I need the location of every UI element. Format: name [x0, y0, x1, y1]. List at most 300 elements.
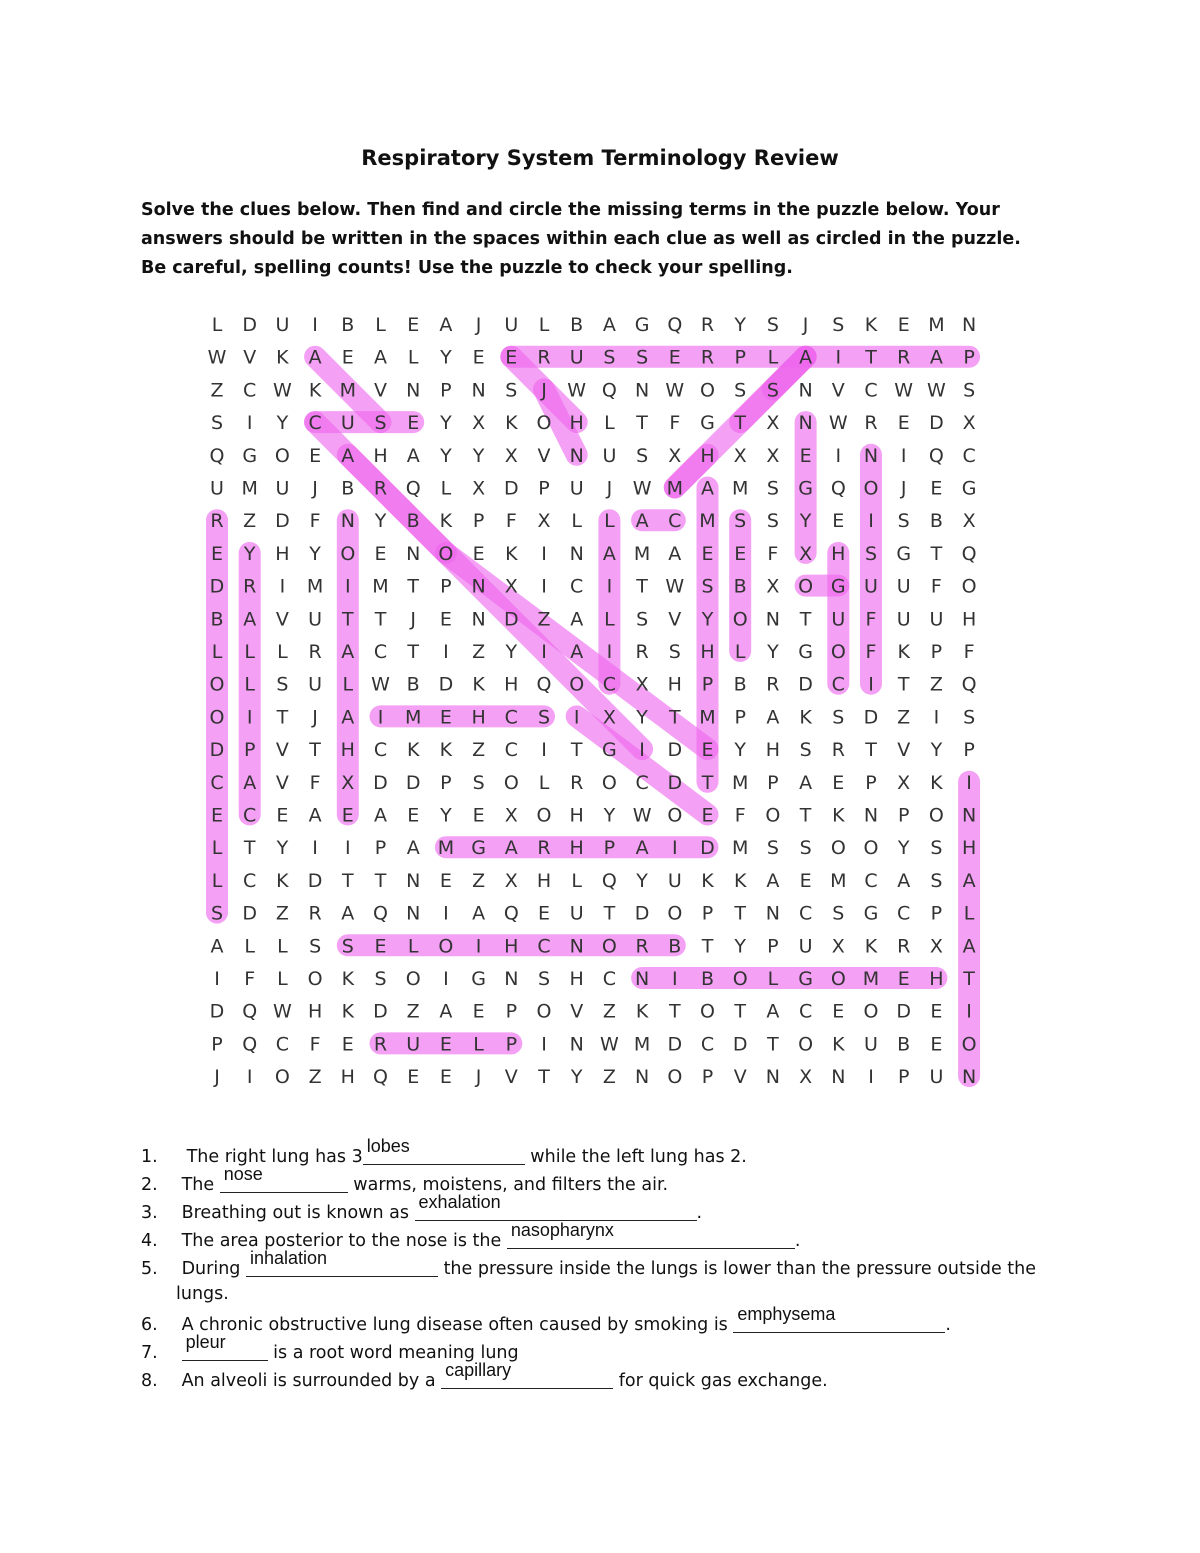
grid-letter[interactable]: E: [439, 608, 452, 631]
grid-letter[interactable]: T: [701, 771, 714, 794]
grid-letter[interactable]: O: [601, 771, 617, 794]
grid-letter[interactable]: P: [440, 379, 452, 402]
grid-letter[interactable]: D: [798, 673, 813, 696]
grid-letter[interactable]: T: [897, 673, 910, 696]
grid-letter[interactable]: V: [275, 739, 289, 762]
grid-letter[interactable]: K: [406, 739, 420, 762]
grid-letter[interactable]: C: [504, 706, 518, 729]
grid-letter[interactable]: L: [571, 510, 582, 533]
grid-letter[interactable]: A: [439, 314, 453, 336]
grid-letter[interactable]: L: [244, 935, 255, 958]
grid-letter[interactable]: Y: [472, 444, 485, 467]
grid-letter[interactable]: L: [440, 477, 452, 500]
grid-letter[interactable]: K: [341, 968, 355, 990]
grid-letter[interactable]: O: [536, 804, 552, 827]
grid-letter[interactable]: L: [211, 869, 223, 892]
grid-letter[interactable]: A: [635, 510, 649, 533]
grid-letter[interactable]: T: [570, 739, 583, 762]
grid-letter[interactable]: Z: [472, 739, 486, 762]
grid-letter[interactable]: K: [832, 804, 845, 827]
grid-letter[interactable]: U: [569, 902, 584, 925]
grid-letter[interactable]: Y: [897, 837, 910, 860]
grid-letter[interactable]: R: [243, 575, 257, 598]
grid-letter[interactable]: I: [246, 412, 253, 435]
grid-letter[interactable]: H: [569, 804, 584, 827]
grid-letter[interactable]: E: [309, 444, 322, 467]
grid-letter[interactable]: P: [701, 673, 714, 696]
grid-letter[interactable]: V: [668, 608, 682, 631]
grid-letter[interactable]: Y: [440, 804, 452, 827]
grid-letter[interactable]: G: [700, 412, 715, 435]
grid-letter[interactable]: D: [373, 1000, 388, 1023]
grid-letter[interactable]: Q: [961, 673, 977, 696]
grid-letter[interactable]: W: [273, 379, 292, 402]
grid-letter[interactable]: N: [634, 379, 650, 402]
grid-letter[interactable]: E: [341, 804, 354, 827]
grid-letter[interactable]: M: [666, 477, 684, 500]
grid-letter[interactable]: A: [962, 935, 976, 958]
grid-letter[interactable]: X: [962, 412, 976, 435]
grid-letter[interactable]: A: [570, 641, 584, 663]
grid-letter[interactable]: D: [667, 771, 683, 794]
grid-letter[interactable]: M: [699, 706, 716, 729]
grid-letter[interactable]: G: [634, 314, 650, 336]
grid-letter[interactable]: B: [700, 968, 715, 990]
grid-letter[interactable]: Y: [276, 837, 289, 860]
grid-letter[interactable]: O: [700, 1000, 715, 1023]
grid-letter[interactable]: D: [209, 739, 225, 762]
grid-letter[interactable]: Z: [472, 641, 486, 663]
grid-letter[interactable]: Z: [602, 1000, 616, 1023]
grid-letter[interactable]: F: [767, 542, 779, 565]
grid-letter[interactable]: B: [210, 608, 224, 631]
grid-letter[interactable]: H: [504, 673, 519, 696]
grid-letter[interactable]: Y: [930, 739, 943, 762]
grid-letter[interactable]: P: [865, 771, 877, 794]
grid-letter[interactable]: M: [372, 575, 389, 598]
grid-letter[interactable]: D: [667, 739, 683, 762]
grid-letter[interactable]: L: [604, 412, 615, 435]
grid-letter[interactable]: O: [830, 641, 846, 663]
grid-letter[interactable]: B: [406, 673, 420, 696]
grid-letter[interactable]: I: [671, 837, 678, 860]
grid-letter[interactable]: T: [309, 739, 321, 762]
grid-letter[interactable]: J: [475, 1066, 482, 1089]
grid-letter[interactable]: V: [275, 771, 289, 794]
grid-letter[interactable]: S: [766, 314, 779, 336]
grid-letter[interactable]: B: [570, 314, 584, 336]
grid-letter[interactable]: V: [537, 444, 551, 467]
grid-letter[interactable]: L: [571, 869, 582, 892]
grid-letter[interactable]: Y: [570, 1066, 583, 1089]
grid-letter[interactable]: V: [897, 739, 911, 762]
grid-letter[interactable]: M: [731, 771, 749, 794]
grid-letter[interactable]: A: [243, 771, 257, 794]
grid-letter[interactable]: R: [635, 935, 649, 958]
grid-letter[interactable]: A: [799, 346, 813, 369]
grid-letter[interactable]: H: [536, 869, 552, 892]
grid-letter[interactable]: O: [209, 673, 225, 696]
grid-letter[interactable]: G: [242, 444, 258, 467]
grid-letter[interactable]: P: [734, 706, 746, 729]
grid-letter[interactable]: Y: [636, 706, 648, 729]
grid-letter[interactable]: E: [930, 1033, 943, 1056]
grid-letter[interactable]: C: [537, 935, 551, 958]
grid-letter[interactable]: A: [406, 444, 420, 467]
grid-letter[interactable]: A: [897, 869, 911, 892]
grid-letter[interactable]: N: [798, 412, 813, 435]
grid-letter[interactable]: T: [799, 804, 812, 827]
grid-letter[interactable]: N: [961, 804, 977, 827]
grid-letter[interactable]: V: [275, 608, 289, 631]
grid-letter[interactable]: E: [897, 968, 910, 990]
grid-letter[interactable]: I: [671, 968, 678, 990]
grid-letter[interactable]: H: [569, 968, 584, 990]
grid-letter[interactable]: S: [766, 510, 779, 533]
grid-letter[interactable]: E: [930, 1000, 943, 1023]
grid-letter[interactable]: I: [606, 641, 613, 663]
grid-letter[interactable]: A: [962, 869, 976, 892]
grid-letter[interactable]: Y: [799, 510, 812, 533]
grid-letter[interactable]: W: [665, 575, 685, 598]
grid-letter[interactable]: T: [538, 1066, 550, 1089]
grid-letter[interactable]: E: [897, 412, 910, 435]
grid-letter[interactable]: S: [930, 837, 943, 860]
grid-letter[interactable]: S: [668, 641, 681, 663]
grid-letter[interactable]: E: [439, 1033, 452, 1056]
grid-letter[interactable]: U: [406, 1033, 421, 1056]
grid-letter[interactable]: Y: [603, 804, 616, 827]
grid-letter[interactable]: Z: [243, 510, 257, 533]
grid-letter[interactable]: Y: [309, 542, 321, 565]
grid-letter[interactable]: G: [961, 477, 977, 500]
grid-letter[interactable]: D: [209, 1000, 225, 1023]
grid-letter[interactable]: E: [930, 477, 943, 500]
grid-letter[interactable]: E: [832, 1000, 845, 1023]
grid-letter[interactable]: O: [667, 1066, 683, 1089]
grid-letter[interactable]: M: [633, 542, 651, 565]
grid-letter[interactable]: N: [569, 935, 584, 958]
grid-letter[interactable]: V: [831, 379, 845, 402]
grid-letter[interactable]: U: [602, 444, 617, 467]
grid-letter[interactable]: C: [373, 641, 388, 663]
grid-letter[interactable]: C: [962, 444, 976, 467]
grid-letter[interactable]: U: [275, 477, 290, 500]
grid-letter[interactable]: X: [962, 510, 976, 533]
grid-letter[interactable]: A: [701, 477, 714, 500]
grid-letter[interactable]: D: [929, 412, 944, 435]
grid-letter[interactable]: D: [863, 706, 879, 729]
grid-letter[interactable]: E: [374, 542, 387, 565]
grid-letter[interactable]: Z: [897, 706, 911, 729]
grid-letter[interactable]: Z: [472, 869, 486, 892]
grid-letter[interactable]: J: [214, 1066, 220, 1089]
grid-letter[interactable]: U: [831, 608, 846, 631]
answer-blank[interactable]: [182, 1332, 268, 1361]
grid-letter[interactable]: P: [897, 1066, 910, 1089]
grid-letter[interactable]: I: [541, 641, 547, 663]
grid-letter[interactable]: X: [472, 412, 486, 435]
grid-letter[interactable]: F: [865, 608, 877, 631]
grid-letter[interactable]: F: [244, 968, 256, 990]
grid-letter[interactable]: L: [604, 510, 615, 533]
grid-letter[interactable]: I: [606, 575, 613, 598]
grid-letter[interactable]: I: [279, 575, 286, 598]
grid-letter[interactable]: P: [963, 739, 975, 762]
grid-letter[interactable]: C: [243, 379, 257, 402]
grid-letter[interactable]: P: [505, 1000, 518, 1023]
grid-letter[interactable]: F: [505, 510, 517, 533]
grid-letter[interactable]: D: [634, 902, 650, 925]
grid-letter[interactable]: X: [504, 869, 518, 892]
grid-letter[interactable]: E: [341, 346, 354, 369]
grid-letter[interactable]: D: [307, 869, 323, 892]
grid-letter[interactable]: R: [373, 477, 388, 500]
grid-letter[interactable]: H: [373, 444, 388, 467]
grid-letter[interactable]: O: [830, 837, 846, 860]
grid-letter[interactable]: C: [798, 1000, 813, 1023]
grid-letter[interactable]: X: [504, 575, 518, 598]
grid-letter[interactable]: K: [864, 314, 878, 336]
grid-letter[interactable]: E: [701, 739, 714, 762]
grid-letter[interactable]: P: [374, 837, 387, 860]
grid-letter[interactable]: N: [569, 444, 584, 467]
grid-letter[interactable]: T: [668, 706, 681, 729]
grid-letter[interactable]: W: [894, 379, 914, 402]
grid-letter[interactable]: I: [835, 346, 842, 369]
grid-letter[interactable]: O: [798, 1033, 814, 1056]
grid-letter[interactable]: O: [928, 804, 944, 827]
grid-letter[interactable]: E: [799, 869, 812, 892]
grid-letter[interactable]: O: [569, 673, 585, 696]
grid-letter[interactable]: Q: [601, 869, 617, 892]
grid-letter[interactable]: X: [799, 542, 813, 565]
grid-letter[interactable]: S: [210, 412, 224, 435]
grid-letter[interactable]: I: [966, 771, 972, 794]
grid-letter[interactable]: C: [668, 510, 682, 533]
grid-letter[interactable]: I: [541, 542, 547, 565]
grid-letter[interactable]: R: [537, 837, 551, 860]
grid-letter[interactable]: R: [831, 739, 845, 762]
grid-letter[interactable]: Z: [537, 608, 551, 631]
grid-letter[interactable]: E: [407, 314, 420, 336]
grid-letter[interactable]: C: [798, 902, 813, 925]
grid-letter[interactable]: E: [537, 902, 551, 925]
grid-letter[interactable]: Q: [667, 314, 683, 336]
grid-letter[interactable]: S: [897, 510, 910, 533]
grid-letter[interactable]: H: [961, 608, 977, 631]
grid-letter[interactable]: S: [309, 935, 322, 958]
grid-letter[interactable]: Y: [734, 314, 747, 336]
grid-letter[interactable]: P: [603, 837, 616, 860]
grid-letter[interactable]: Q: [242, 1000, 258, 1023]
grid-letter[interactable]: X: [668, 444, 682, 467]
grid-letter[interactable]: R: [700, 346, 715, 369]
grid-letter[interactable]: H: [569, 412, 584, 435]
grid-letter[interactable]: N: [863, 444, 879, 467]
grid-letter[interactable]: B: [668, 935, 682, 958]
grid-letter[interactable]: K: [472, 673, 485, 696]
grid-letter[interactable]: F: [309, 1033, 321, 1056]
grid-letter[interactable]: G: [798, 477, 813, 500]
grid-letter[interactable]: Z: [602, 1066, 616, 1089]
grid-letter[interactable]: J: [541, 379, 547, 402]
grid-letter[interactable]: P: [767, 771, 779, 794]
grid-letter[interactable]: Y: [636, 869, 648, 892]
grid-letter[interactable]: D: [373, 771, 388, 794]
grid-letter[interactable]: K: [308, 379, 322, 402]
answer-blank[interactable]: [415, 1192, 697, 1221]
grid-letter[interactable]: S: [701, 575, 714, 598]
grid-letter[interactable]: W: [600, 1033, 619, 1056]
grid-letter[interactable]: T: [636, 575, 648, 598]
grid-letter[interactable]: A: [308, 804, 322, 827]
grid-letter[interactable]: O: [667, 902, 683, 925]
grid-letter[interactable]: F: [865, 641, 877, 663]
grid-letter[interactable]: U: [210, 477, 224, 500]
grid-letter[interactable]: U: [798, 935, 813, 958]
grid-letter[interactable]: S: [864, 542, 878, 565]
grid-letter[interactable]: N: [504, 968, 519, 990]
grid-letter[interactable]: R: [635, 641, 649, 663]
grid-letter[interactable]: X: [472, 477, 486, 500]
grid-letter[interactable]: S: [537, 968, 551, 990]
grid-letter[interactable]: A: [439, 1000, 453, 1023]
grid-letter[interactable]: T: [407, 575, 420, 598]
grid-letter[interactable]: S: [636, 444, 649, 467]
grid-letter[interactable]: P: [538, 477, 550, 500]
grid-letter[interactable]: K: [701, 869, 714, 892]
grid-letter[interactable]: K: [439, 739, 453, 762]
grid-letter[interactable]: O: [667, 804, 683, 827]
grid-letter[interactable]: R: [570, 771, 584, 794]
grid-letter[interactable]: V: [504, 1066, 518, 1089]
grid-letter[interactable]: N: [765, 902, 781, 925]
grid-letter[interactable]: U: [504, 314, 519, 336]
grid-letter[interactable]: D: [209, 575, 225, 598]
grid-letter[interactable]: L: [244, 641, 255, 663]
grid-letter[interactable]: O: [536, 1000, 552, 1023]
grid-letter[interactable]: L: [407, 935, 419, 958]
grid-letter[interactable]: I: [443, 968, 449, 990]
grid-letter[interactable]: L: [538, 771, 550, 794]
grid-letter[interactable]: O: [307, 968, 323, 990]
grid-letter[interactable]: G: [798, 641, 813, 663]
grid-letter[interactable]: A: [635, 837, 649, 860]
grid-letter[interactable]: T: [276, 706, 289, 729]
grid-letter[interactable]: I: [541, 575, 547, 598]
answer-blank[interactable]: [441, 1360, 613, 1389]
grid-letter[interactable]: A: [504, 837, 518, 860]
grid-letter[interactable]: P: [701, 902, 714, 925]
grid-letter[interactable]: C: [373, 739, 388, 762]
grid-letter[interactable]: Q: [242, 1033, 258, 1056]
grid-letter[interactable]: U: [667, 869, 682, 892]
grid-letter[interactable]: V: [570, 1000, 584, 1023]
grid-letter[interactable]: W: [665, 379, 685, 402]
grid-letter[interactable]: O: [863, 477, 879, 500]
grid-letter[interactable]: O: [863, 1000, 879, 1023]
grid-letter[interactable]: A: [766, 1000, 780, 1023]
grid-letter[interactable]: Z: [210, 379, 224, 402]
grid-letter[interactable]: Q: [601, 379, 617, 402]
grid-letter[interactable]: D: [732, 1033, 748, 1056]
grid-letter[interactable]: L: [211, 641, 223, 663]
grid-letter[interactable]: S: [374, 968, 387, 990]
grid-letter[interactable]: U: [569, 346, 584, 369]
grid-letter[interactable]: Z: [275, 902, 289, 925]
grid-letter[interactable]: S: [832, 314, 845, 336]
grid-letter[interactable]: I: [246, 1066, 253, 1089]
grid-letter[interactable]: E: [832, 510, 845, 533]
grid-letter[interactable]: P: [930, 902, 943, 925]
grid-letter[interactable]: M: [928, 314, 945, 336]
grid-letter[interactable]: Y: [374, 510, 387, 533]
grid-letter[interactable]: O: [209, 706, 225, 729]
grid-letter[interactable]: L: [211, 314, 223, 336]
grid-letter[interactable]: C: [831, 673, 845, 696]
grid-letter[interactable]: F: [309, 771, 321, 794]
grid-letter[interactable]: B: [897, 1033, 911, 1056]
grid-letter[interactable]: P: [963, 346, 975, 369]
grid-letter[interactable]: G: [798, 968, 813, 990]
answer-blank[interactable]: [733, 1304, 945, 1333]
grid-letter[interactable]: A: [341, 902, 355, 925]
answer-blank[interactable]: [246, 1248, 438, 1277]
grid-letter[interactable]: L: [375, 314, 386, 336]
grid-letter[interactable]: E: [472, 1000, 485, 1023]
grid-letter[interactable]: Q: [209, 444, 225, 467]
grid-letter[interactable]: Q: [830, 477, 846, 500]
grid-letter[interactable]: R: [308, 902, 322, 925]
grid-letter[interactable]: Q: [503, 902, 519, 925]
grid-letter[interactable]: L: [963, 902, 975, 925]
grid-letter[interactable]: U: [275, 314, 290, 336]
grid-letter[interactable]: M: [241, 477, 258, 500]
grid-letter[interactable]: Y: [243, 542, 256, 565]
grid-letter[interactable]: O: [536, 412, 552, 435]
grid-letter[interactable]: Y: [734, 739, 747, 762]
grid-letter[interactable]: L: [604, 608, 615, 631]
grid-letter[interactable]: D: [438, 673, 454, 696]
grid-letter[interactable]: W: [828, 412, 848, 435]
grid-letter[interactable]: K: [505, 542, 518, 565]
grid-letter[interactable]: B: [929, 510, 943, 533]
grid-letter[interactable]: Y: [276, 412, 289, 435]
grid-letter[interactable]: O: [732, 968, 748, 990]
grid-letter[interactable]: X: [504, 444, 518, 467]
grid-letter[interactable]: T: [865, 346, 877, 369]
grid-letter[interactable]: X: [537, 510, 551, 533]
grid-letter[interactable]: O: [274, 444, 290, 467]
grid-letter[interactable]: M: [731, 837, 749, 860]
grid-letter[interactable]: P: [440, 771, 452, 794]
grid-letter[interactable]: Q: [373, 1066, 388, 1089]
grid-letter[interactable]: I: [312, 314, 318, 336]
grid-letter[interactable]: Y: [440, 346, 452, 369]
grid-letter[interactable]: D: [242, 902, 258, 925]
grid-letter[interactable]: O: [340, 542, 356, 565]
grid-letter[interactable]: I: [246, 706, 253, 729]
grid-letter[interactable]: G: [471, 837, 486, 860]
grid-letter[interactable]: E: [734, 542, 747, 565]
grid-letter[interactable]: C: [602, 968, 617, 990]
grid-letter[interactable]: C: [897, 902, 911, 925]
grid-letter[interactable]: S: [766, 837, 779, 860]
grid-letter[interactable]: E: [439, 1066, 452, 1089]
grid-letter[interactable]: R: [537, 346, 551, 369]
grid-letter[interactable]: W: [632, 477, 652, 500]
